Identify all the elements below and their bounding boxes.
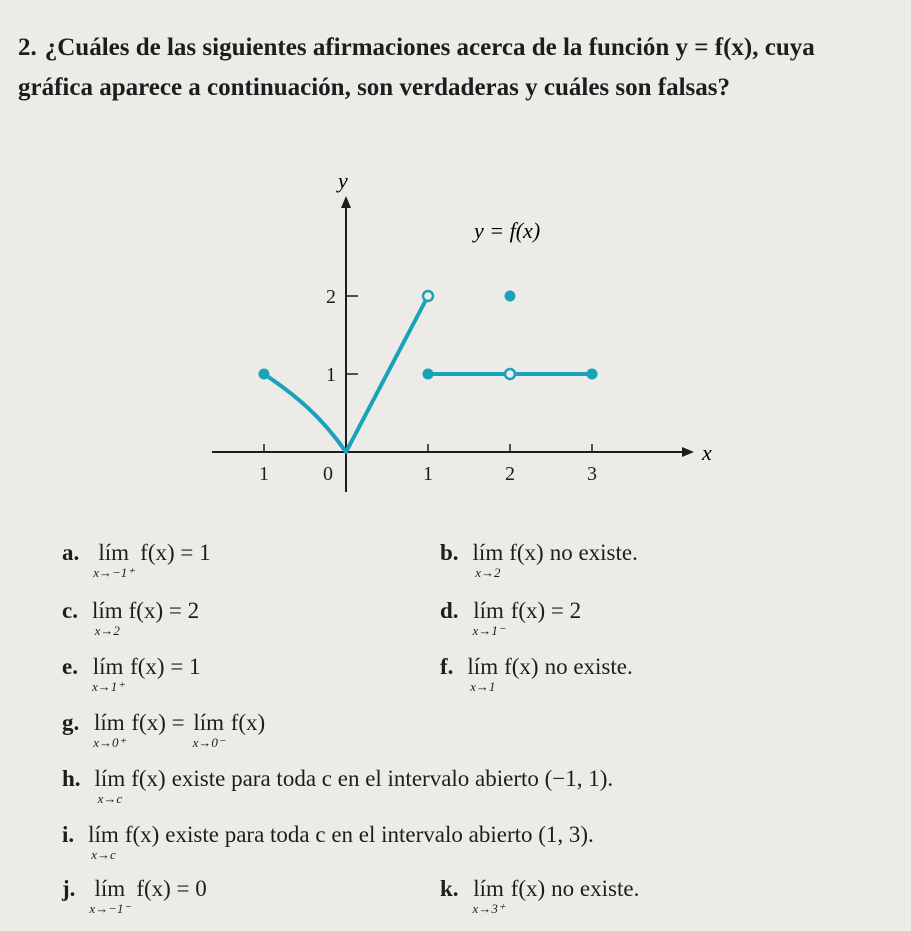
limit-expression: f(x) = 0 [136, 876, 207, 901]
item-tail: existe para toda c en el intervalo abierto (−1, 1). [171, 766, 614, 791]
item-g [62, 710, 265, 749]
x-tick-label: 3 [587, 463, 597, 485]
lim-word: lím [467, 654, 499, 679]
filled-point [505, 291, 516, 302]
limit-expression: f(x) = 1 [140, 540, 211, 565]
lim-subscript: x→2 [475, 565, 501, 580]
limit-expression: f(x) [509, 540, 544, 565]
item-letter: a. [62, 540, 80, 565]
limit [93, 711, 125, 749]
lim-word: lím [88, 822, 119, 847]
x-axis-arrow [682, 447, 694, 457]
x-tick-label: 0 [323, 463, 333, 485]
item-h [62, 766, 613, 805]
lim-subscript: x→1 [470, 679, 496, 694]
filled-point [423, 369, 434, 380]
lim-subscript: x→1⁻ [472, 623, 505, 638]
item-i [62, 822, 594, 861]
open-point [423, 291, 433, 301]
x-axis-label: x [702, 440, 712, 465]
item-a [62, 540, 211, 579]
graph-ticks [259, 286, 597, 485]
problem-number: 2. [18, 34, 37, 61]
y-axis-label: y [338, 168, 348, 193]
limit-expression: f(x) [124, 822, 160, 847]
lim-word: lím [94, 766, 126, 791]
limit [95, 767, 126, 805]
lim-subscript: x→−1⁺ [93, 565, 135, 580]
y-axis-arrow [341, 196, 351, 208]
limit [473, 541, 504, 579]
lim-subscript: x→3⁺ [472, 901, 505, 916]
lim-word: lím [94, 876, 126, 901]
lim-word: lím [472, 540, 504, 565]
filled-point [259, 369, 270, 380]
item-letter: d. [440, 598, 459, 623]
lim-subscript: x→c [97, 791, 123, 806]
item-letter: e. [62, 654, 78, 679]
graph-points [259, 291, 598, 380]
lim-subscript: x→c [91, 847, 116, 862]
item-tail: no existe. [544, 654, 633, 679]
item-letter: h. [62, 766, 81, 791]
lim-subscript: x→0⁺ [93, 735, 126, 750]
item-tail: existe para toda c en el intervalo abierto (1, 3). [165, 822, 594, 847]
limit [89, 877, 130, 915]
y-tick-label: 2 [326, 286, 336, 308]
filled-point [587, 369, 598, 380]
limit-expression: f(x) = 1 [130, 654, 201, 679]
limit [88, 823, 119, 861]
lim-word: lím [193, 710, 224, 735]
lim-subscript: x→0⁻ [192, 735, 225, 750]
lim-word: lím [473, 598, 504, 623]
item-tail: no existe. [549, 540, 638, 565]
limit [93, 541, 134, 579]
item-letter: b. [440, 540, 459, 565]
limit [473, 599, 505, 637]
limit-expression: f(x) [504, 654, 539, 679]
item-k [440, 876, 639, 915]
lim-word: lím [91, 598, 123, 623]
y-tick-label: 1 [326, 364, 336, 386]
item-c [62, 598, 199, 637]
limit [92, 655, 124, 693]
limit [473, 877, 505, 915]
item-letter: g. [62, 710, 80, 735]
limit-expression: f(x) [131, 766, 166, 791]
limit-expression-2: f(x) [230, 710, 266, 735]
x-tick-label: 2 [505, 463, 515, 485]
limit-expression: f(x) = [131, 710, 185, 735]
problem-text: ¿Cuáles de las siguientes afirmaciones acerca de la función y = f(x), cuya gráfica aparece a continuación, son verdaderas y cuáles son falsas? [18, 34, 815, 101]
limit-expression: f(x) = 2 [128, 598, 200, 623]
lim-word: lím [93, 710, 125, 735]
limit [467, 655, 498, 693]
item-b [440, 540, 638, 579]
item-letter: f. [440, 654, 454, 679]
item-letter: k. [440, 876, 459, 901]
lim-subscript: x→1⁺ [91, 679, 125, 694]
function-label: y = f(x) [474, 218, 541, 243]
item-letter: j. [62, 876, 76, 901]
lim-word: lím [98, 540, 130, 565]
item-tail: no existe. [551, 876, 640, 901]
item-d [440, 598, 581, 637]
open-point [505, 369, 515, 379]
item-f [440, 654, 633, 693]
curve-segment-2 [346, 296, 428, 452]
limit-2 [193, 711, 225, 749]
x-tick-label: 1 [259, 463, 269, 485]
lim-subscript: x→−1⁻ [89, 901, 131, 916]
item-e [62, 654, 201, 693]
limit-expression: f(x) = 2 [510, 598, 582, 623]
graph-axes [212, 196, 694, 492]
lim-word: lím [473, 876, 504, 901]
limit [92, 599, 123, 637]
limit-expression: f(x) [510, 876, 546, 901]
lim-subscript: x→2 [94, 623, 120, 638]
item-letter: i. [62, 822, 75, 847]
item-letter: c. [62, 598, 78, 623]
x-tick-label: 1 [423, 463, 433, 485]
item-j [62, 876, 207, 915]
lim-word: lím [92, 654, 124, 679]
